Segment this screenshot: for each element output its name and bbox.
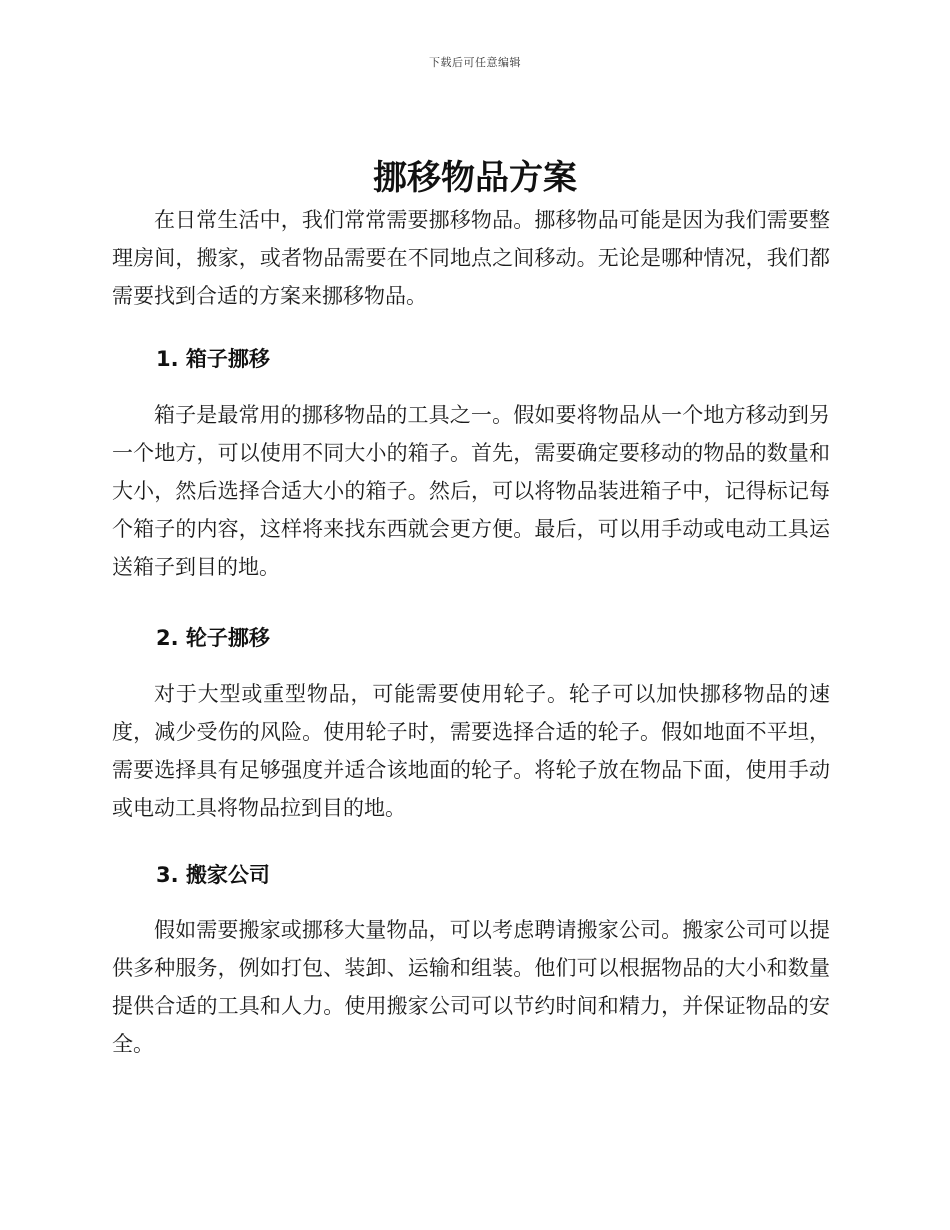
section-heading-wheels: 2. 轮子挪移: [156, 626, 270, 650]
section-body-movers: 假如需要搬家或挪移大量物品，可以考虑聘请搬家公司。搬家公司可以提供多种服务，例如打包、装卸、运输和组装。他们可以根据物品的大小和数量提供合适的工具和人力。使用搬家公司可以节约时间和精力，并保证物品的安全。: [112, 918, 830, 1056]
header-note: 下载后可任意编辑: [429, 56, 521, 69]
document-title: 挪移物品方案: [373, 158, 577, 198]
section-body-wheels: 对于大型或重型物品，可能需要使用轮子。轮子可以加快挪移物品的速度，减少受伤的风险。使用轮子时，需要选择合适的轮子。假如地面不平坦，需要选择具有足够强度并适合该地面的轮子。将轮子放在物品下面，使用手动或电动工具将物品拉到目的地。: [112, 682, 830, 820]
section-heading-movers: 3. 搬家公司: [156, 863, 270, 887]
intro-paragraph: 在日常生活中，我们常常需要挪移物品。挪移物品可能是因为我们需要整理房间，搬家，或者物品需要在不同地点之间移动。无论是哪种情况，我们都需要找到合适的方案来挪移物品。: [112, 208, 830, 308]
section-body-boxes: 箱子是最常用的挪移物品的工具之一。假如要将物品从一个地方移动到另一个地方，可以使用不同大小的箱子。首先，需要确定要移动的物品的数量和大小，然后选择合适大小的箱子。然后，可以将物品装进箱子中，记得标记每个箱子的内容，这样将来找东西就会更方便。最后，可以用手动或电动工具运送箱子到目的地。: [112, 403, 830, 579]
section-heading-boxes: 1. 箱子挪移: [156, 347, 270, 371]
